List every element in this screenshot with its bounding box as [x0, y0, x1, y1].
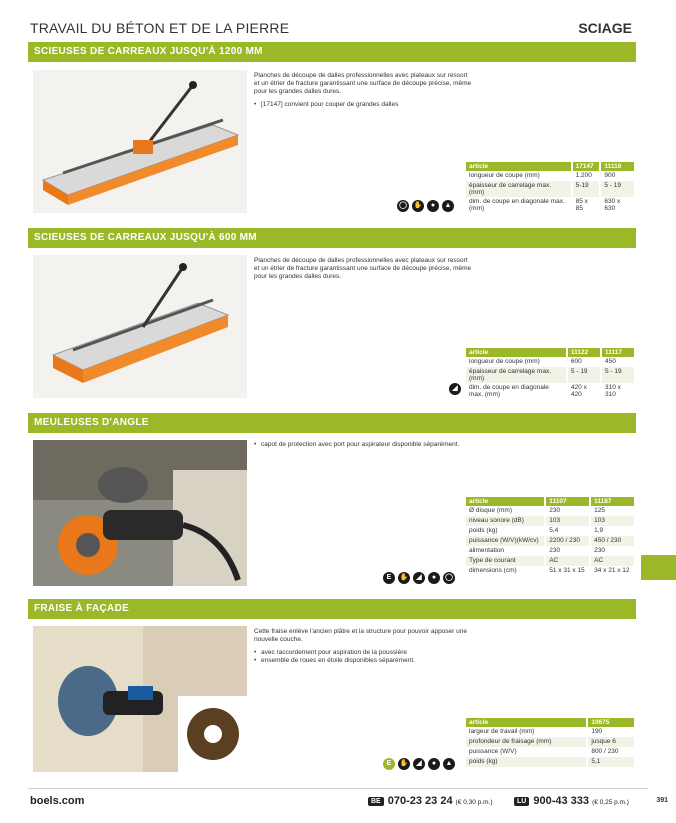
safety-shoes-icon: ◢ [413, 758, 425, 770]
gloves-icon: ✋ [398, 572, 410, 584]
table-cell: poids (kg) [466, 757, 587, 767]
footer-divider [28, 788, 648, 789]
gloves-icon: ✋ [412, 200, 424, 212]
table-cell: 5 - 19 [567, 367, 601, 383]
table-cell: 600 [567, 357, 601, 367]
table-cell: 5 - 19 [600, 181, 635, 197]
price-lu: (€ 0,25 p.m.) [592, 799, 629, 806]
table-cell: longueur de coupe (mm) [466, 171, 572, 181]
table-row [466, 747, 635, 757]
footer-site[interactable]: boels.com [30, 795, 85, 807]
table-cell: largeur de travail (mm) [466, 727, 587, 737]
table-cell: 1,9 [590, 526, 635, 536]
table-cell: 450 / 230 [590, 536, 635, 546]
helmet-icon: ▲ [443, 758, 455, 770]
table-header: 11116 [600, 162, 635, 171]
helmet-icon: ▲ [442, 200, 454, 212]
page-title: TRAVAIL DU BÉTON ET DE LA PIERRE [30, 20, 290, 36]
table-cell: dim. de coupe en diagonale max. (mm) [466, 197, 572, 213]
table-cell: 5-19 [572, 181, 601, 197]
table-cell: puissance (W/V)(kW/cv) [466, 536, 545, 546]
table-row [466, 556, 635, 566]
feature-bullet: • ensemble de roues en étoile disponibles séparément. [254, 657, 474, 665]
table-cell: longueur de coupe (mm) [466, 357, 567, 367]
table-row [466, 383, 635, 399]
section-title-tile-saws-1200: SCIEUSES DE CARREAUX JUSQU'À 1200 MM [28, 42, 636, 62]
table-cell: 34 x 21 x 12 [590, 566, 635, 576]
page-number: 391 [656, 797, 668, 804]
facade-milling-photo [33, 626, 247, 772]
table-header: article [466, 348, 567, 357]
table-cell: 630 x 630 [600, 197, 635, 213]
table-cell: dim. de coupe en diagonale max. (mm) [466, 383, 567, 399]
angle-grinder-photo [33, 440, 247, 586]
table-cell: Ø disque (mm) [466, 506, 545, 516]
section-title-facade-milling: FRAISE À FAÇADE [28, 599, 636, 619]
table-cell: 420 x 420 [567, 383, 601, 399]
table-header: 10675 [587, 718, 635, 727]
table-row [466, 171, 635, 181]
table-cell: puissance (W/V) [466, 747, 587, 757]
country-code-lu: LU [514, 797, 529, 806]
table-row [466, 506, 635, 516]
spec-table-2 [466, 348, 636, 399]
table-cell: 230 [590, 546, 635, 556]
table-header: 17147 [572, 162, 601, 171]
hearing-protection-icon: ● [428, 572, 440, 584]
phone-number-lu: 900-43 333 [533, 795, 590, 807]
table-cell: AC [590, 556, 635, 566]
table-cell: 5,1 [587, 757, 635, 767]
table-cell: 5,4 [545, 526, 590, 536]
table-row [466, 526, 635, 536]
table-header: 11187 [590, 497, 635, 506]
table-cell: 1.200 [572, 171, 601, 181]
feature-bullet: • [17147] convient pour couper de grandes dalles [254, 101, 474, 109]
table-header: 11117 [601, 348, 635, 357]
section-description-2 [254, 257, 474, 286]
table-cell: jusque 6 [587, 737, 635, 747]
electric-icon: E [383, 758, 395, 770]
chapter-side-tab [641, 555, 676, 580]
safety-icons-3 [383, 572, 455, 584]
gloves-icon: ✋ [398, 758, 410, 770]
safety-icons-1 [397, 200, 454, 212]
table-row [466, 357, 635, 367]
safety-icons-4 [383, 758, 455, 770]
spec-table-1 [466, 162, 636, 213]
table-cell: 103 [590, 516, 635, 526]
hearing-protection-icon: ● [427, 200, 439, 212]
table-cell: 51 x 31 x 15 [545, 566, 590, 576]
table-cell: poids (kg) [466, 526, 545, 536]
table-row [466, 181, 635, 197]
table-row [466, 737, 635, 747]
table-cell: 230 [545, 546, 590, 556]
phone-number-be: 070-23 23 24 [387, 795, 453, 807]
tile-saw-1200-photo [33, 70, 247, 213]
section-description-3 [254, 441, 474, 449]
table-cell: 125 [590, 506, 635, 516]
table-header: article [466, 497, 545, 506]
footer-phone-lu [514, 795, 629, 807]
country-code-be: BE [368, 797, 384, 806]
table-cell: 190 [587, 727, 635, 737]
table-cell: 2200 / 230 [545, 536, 590, 546]
table-row [466, 727, 635, 737]
table-cell: AC [545, 556, 590, 566]
section-description-4 [254, 628, 474, 665]
table-cell: alimentation [466, 546, 545, 556]
table-cell: 85 x 85 [572, 197, 601, 213]
hearing-protection-icon: ● [428, 758, 440, 770]
page-category: SCIAGE [578, 20, 632, 36]
table-row [466, 516, 635, 526]
spec-table-3 [466, 497, 636, 576]
table-row [466, 546, 635, 556]
table-header: article [466, 718, 587, 727]
table-cell: 900 [600, 171, 635, 181]
table-cell: 103 [545, 516, 590, 526]
tile-saw-600-photo [33, 255, 247, 398]
safety-shoes-icon: ◢ [413, 572, 425, 584]
table-header: article [466, 162, 572, 171]
table-cell: dimensions (cm) [466, 566, 545, 576]
safety-glasses-icon: ◯ [443, 572, 455, 584]
table-cell: 5 - 19 [601, 367, 635, 383]
section-title-tile-saws-600: SCIEUSES DE CARREAUX JUSQU'À 600 MM [28, 228, 636, 248]
description-paragraph: Cette fraise enlève l'ancien plâtre et la structure pour pouvoir apposer une nouvelle couche. [254, 628, 467, 643]
safety-shoes-icon: ◢ [449, 383, 461, 395]
table-header: 11122 [567, 348, 601, 357]
table-cell: profondeur de fraisage (mm) [466, 737, 587, 747]
table-row [466, 367, 635, 383]
table-cell: Type de courant [466, 556, 545, 566]
spec-table-4 [466, 718, 636, 767]
table-cell: 800 / 230 [587, 747, 635, 757]
feature-bullet: • avec raccordement pour aspiration de la poussière [254, 649, 474, 657]
electric-icon: E [383, 572, 395, 584]
description-paragraph: Planches de découpe de dalles professionnelles avec plateaux sur ressort et un étrier de fracture garantissant une surface de découpe précise, même pour les grandes dalles dures. [254, 72, 472, 95]
table-cell: 450 [601, 357, 635, 367]
description-paragraph: Planches de découpe de dalles professionnelles avec plateaux sur ressort et un étrier de fracture garantissant une surface de découpe précise, même pour les grandes dalles dures. [254, 257, 472, 280]
price-be: (€ 0,30 p.m.) [455, 799, 493, 806]
table-cell: niveau sonore (dB) [466, 516, 545, 526]
table-row [466, 536, 635, 546]
safety-icons-2 [449, 383, 461, 395]
table-cell: épaisseur de carrelage max. (mm) [466, 181, 572, 197]
feature-bullet: • capot de protection avec port pour aspirateur disponible séparément. [254, 441, 474, 449]
table-row [466, 757, 635, 767]
table-header: 11107 [545, 497, 590, 506]
footer-phone-be [368, 795, 493, 807]
table-row [466, 566, 635, 576]
table-row [466, 197, 635, 213]
table-cell: 230 [545, 506, 590, 516]
section-title-angle-grinders: MEULEUSES D'ANGLE [28, 413, 636, 433]
section-description-1 [254, 72, 474, 109]
safety-glasses-icon: ◯ [397, 200, 409, 212]
table-cell: épaisseur de carrelage max. (mm) [466, 367, 567, 383]
table-cell: 310 x 310 [601, 383, 635, 399]
